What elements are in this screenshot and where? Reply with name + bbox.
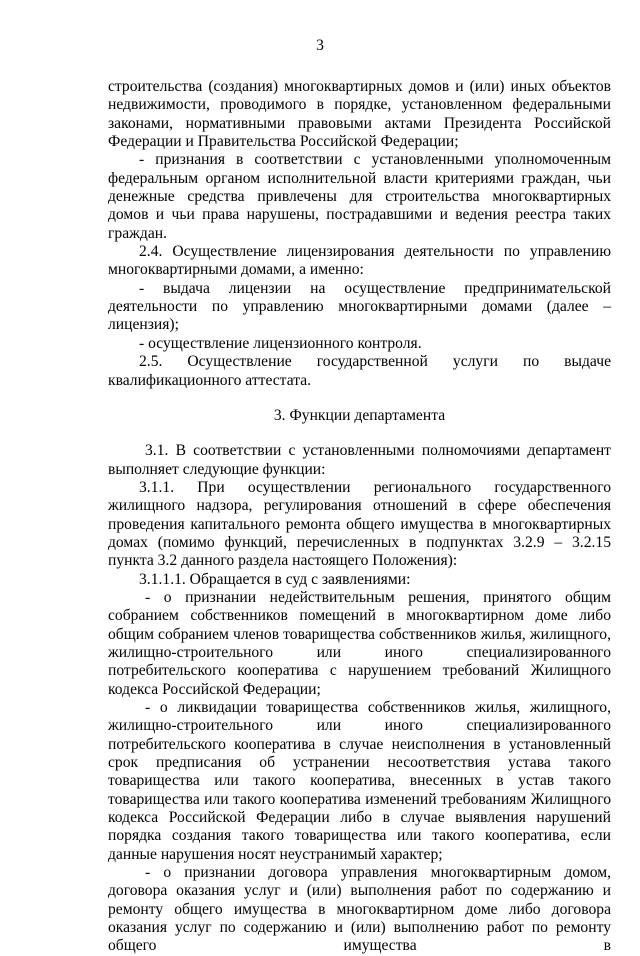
paragraph-license-issue: - выдача лицензии на осуществление предпринимательской деятельности по управлению многоквартирными домами (далее – лицензия); [108,279,611,334]
page-number: 3 [316,37,324,54]
paragraph-liquidation: - о ликвидации товарищества собственников жилья, жилищного, жилищно-строительного или иного специализированного потребительского кооператива в случае неисполнения в установленный срок предписания об устранении несоответствия устава такого товарищества или такого кооператива, внесенных в устав такого товарищества или такого кооператива изменений требованиям Жилищного кодекса Российской Федерации либо в случае выявления нарушений порядка создания такого товарищества или такого кооператива, если данные нарушения носят неустранимый характер; [108,699,611,863]
section-heading: 3. Функции департамента [273,406,446,424]
paragraph-victims-registry: - признания в соответствии с установленными уполномоченным федеральным органом исполнительной власти критериями граждан, чьи денежные средства привлечены для строительства многоквартирных домов и чьи права нарушены, пострадавшими и ведения реестра таких граждан. [108,151,611,242]
paragraph-2-4: 2.4. Осуществление лицензирования деятельности по управлению многоквартирными домами, а именно: [108,243,611,279]
document-body [108,78,611,956]
paragraph-license-control: - осуществление лицензионного контроля. [139,334,422,352]
paragraph-3-1: 3.1. В соответствии с установленными полномочиями департамент выполняет следующие функции: [108,442,611,478]
paragraph-2-5: 2.5. Осуществление государственной услуги по выдаче квалификационного аттестата. [108,353,611,389]
paragraph-construction: строительства (создания) многоквартирных домов и (или) иных объектов недвижимости, проводимого в порядке, установленном федеральными законами, нормативными правовыми актами Президента Российской Федерации и Правительства Российской Федерации; [108,78,611,151]
paragraph-contract-invalid: - о признании договора управления многоквартирным домом, договора оказания услуг и (или) выполнения работ по содержанию и ремонту общего имущества в многоквартирном доме либо договора оказания услуг по содержанию и (или) выполнению работ по ремонту общего имущества в [108,864,611,955]
paragraph-invalid-decision: - о признании недействительным решения, принятого общим собранием собственников помещений в многоквартирном доме либо общим собранием членов товарищества собственников жилья, жилищного, жилищно-строительного или иного специализированного потребительского кооператива с нарушением требований Жилищного кодекса Российской Федерации; [108,588,611,698]
paragraph-3-1-1-1: 3.1.1.1. Обращается в суд с заявлениями: [139,570,411,588]
paragraph-3-1-1: 3.1.1. При осуществлении регионального государственного жилищного надзора, регулирования отношений в сфере обеспечения проведения капитального ремонта общего имущества в многоквартирных домах (помимо функций, перечисленных в подпунктах 3.2.9 – 3.2.15 пункта 3.2 данного раздела настоящего Положения): [108,478,611,570]
